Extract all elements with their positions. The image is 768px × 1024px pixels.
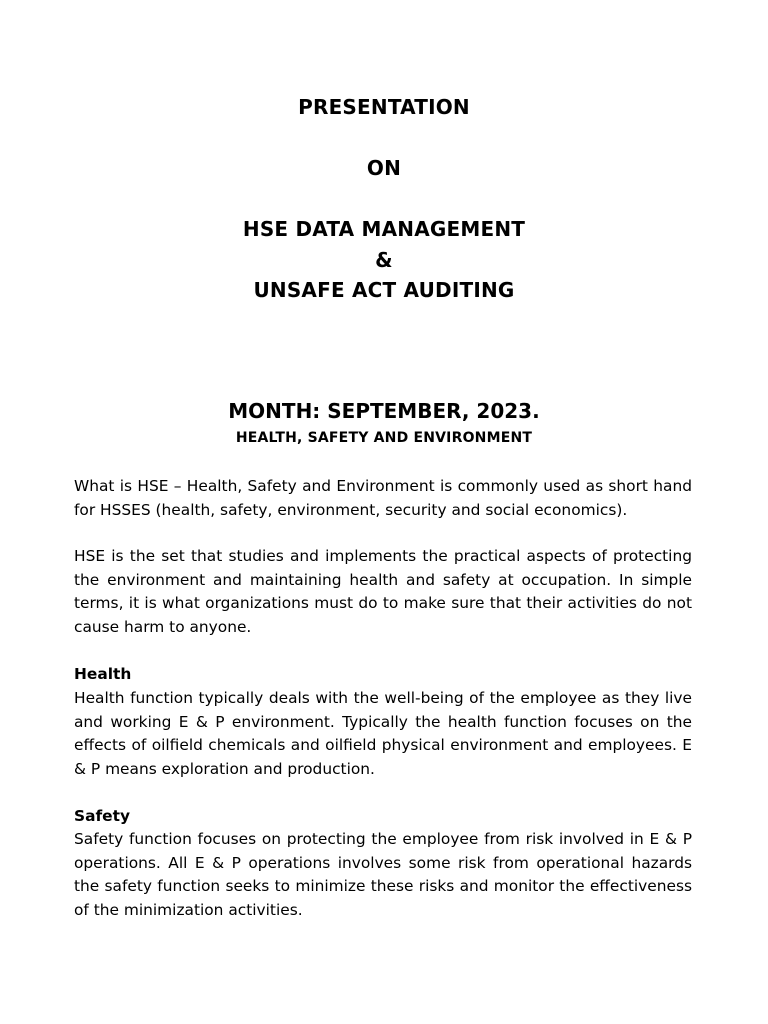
cover-title-hse-data-management: HSE DATA MANAGEMENT bbox=[242, 217, 526, 241]
cover-title-ampersand: & bbox=[375, 248, 393, 272]
paragraph-definition: HSE is the set that studies and implements the practical aspects of protecting the environment and maintaining health and safety at occupation. In simple terms, it is what organizations must do to make sure that their activities do not cause harm to anyone. bbox=[74, 547, 692, 637]
cover-title-unsafe-act-auditing: UNSAFE ACT AUDITING bbox=[253, 278, 515, 302]
cover-title-on: ON bbox=[366, 156, 402, 180]
safety-paragraph: Safety function focuses on protecting the employee from risk involved in E & P operations. All E & P operations involves some risk from operational hazards the safety function seeks to minimize these risks and monitor the effectiveness of the minimization activities. bbox=[74, 830, 692, 920]
safety-heading: Safety bbox=[74, 807, 130, 825]
cover-title-presentation: PRESENTATION bbox=[298, 95, 470, 119]
month-heading: MONTH: SEPTEMBER, 2023. bbox=[228, 399, 540, 423]
health-paragraph: Health function typically deals with the well-being of the employee as they live and working E & P environment. Typically the health function focuses on the effects of oilfield chemicals and oilfield physical environment and employees. E & P means exploration and production. bbox=[74, 689, 692, 779]
health-heading: Health bbox=[74, 665, 132, 683]
section-heading-hse: HEALTH, SAFETY AND ENVIRONMENT bbox=[235, 430, 533, 446]
paragraph-intro: What is HSE – Health, Safety and Environment is commonly used as short hand for HSSES (health, safety, environment, security and social economics). bbox=[74, 477, 692, 519]
